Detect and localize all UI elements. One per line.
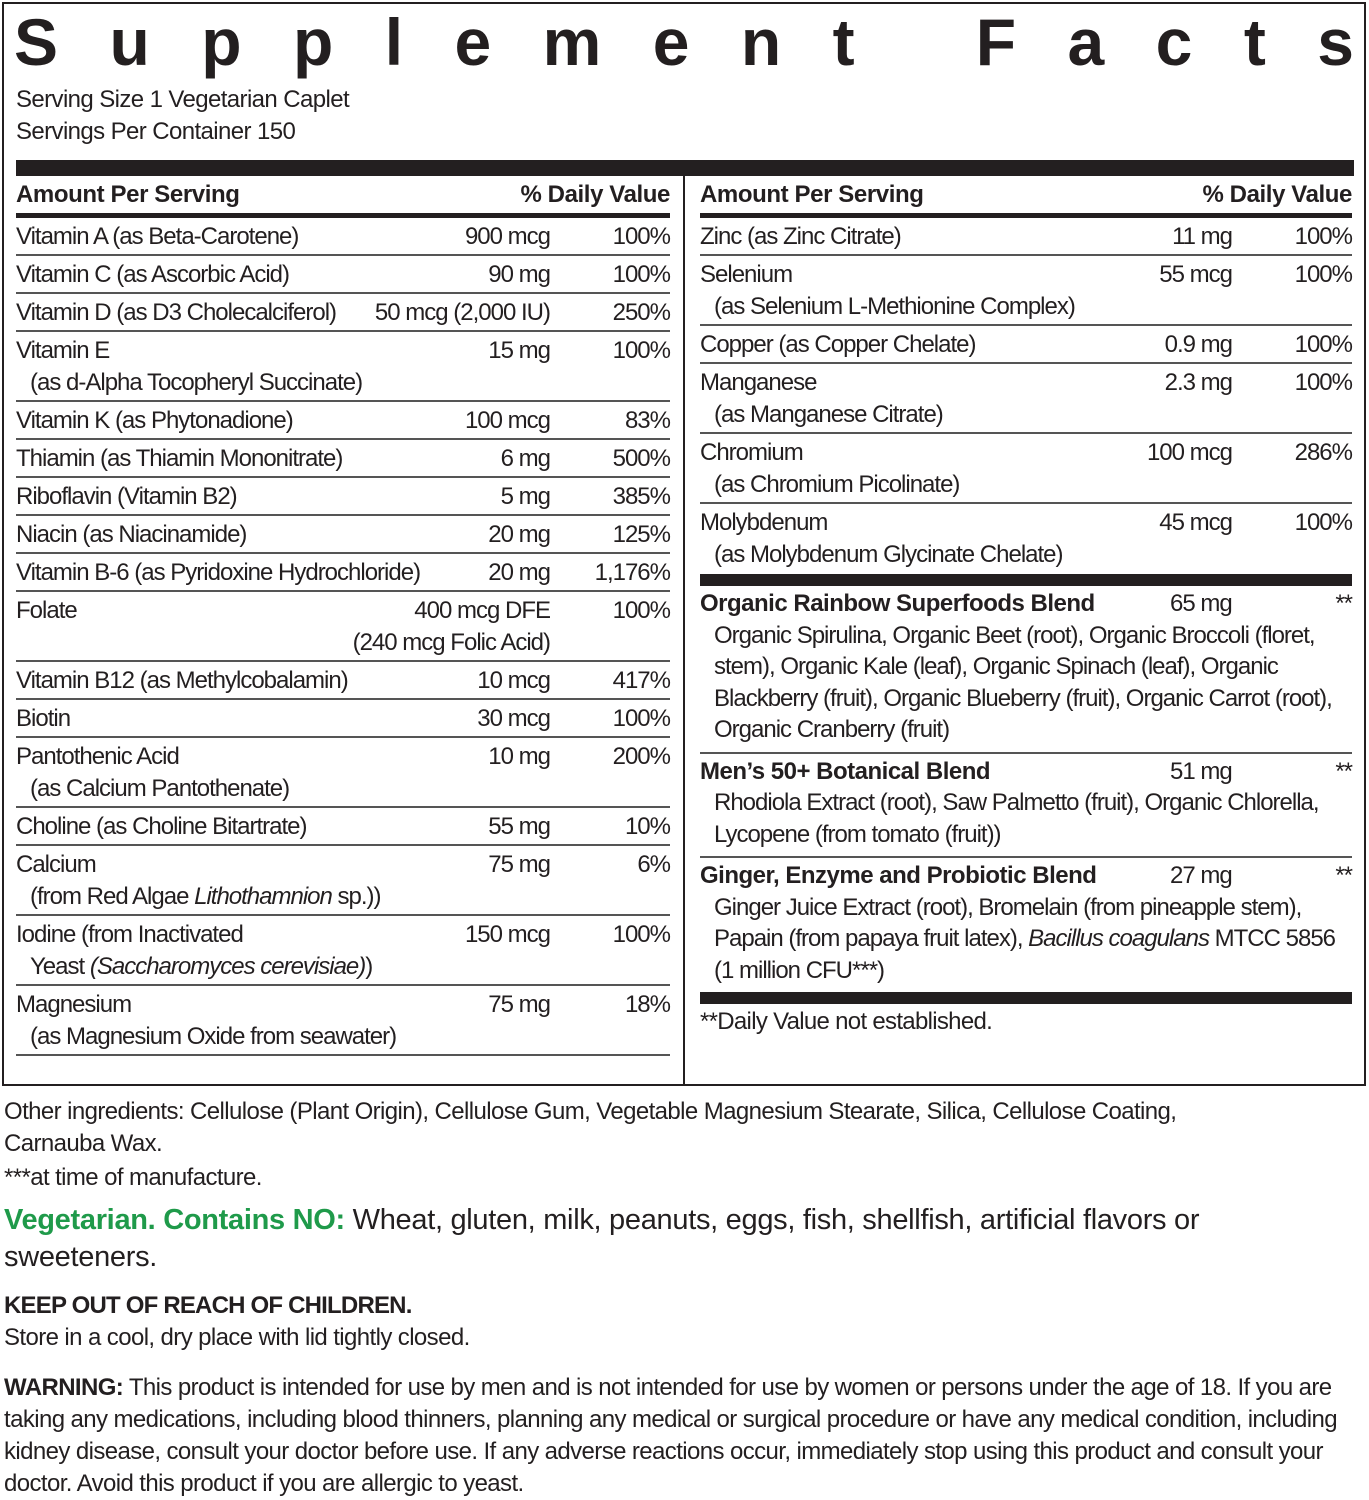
blend-name: Men’s 50+ Botanical Blend [700,757,991,785]
blend-list [700,586,1352,992]
nutrient-amount [984,329,1233,362]
nutrient-label: Vitamin K (as Phytonadione) [16,407,293,434]
amount-value: 100 mcg [464,407,550,434]
nutrient-row [700,218,1352,256]
right-column [700,176,1352,1036]
left-nutrient-list [16,218,670,1056]
allergen-statement [4,1202,1324,1276]
blend-amount: 51 mg [1170,757,1232,785]
blend-ingredients: Rhodiola Extract (root), Saw Palmetto (fruit), Organic Chlorella, Lycopene (from tomato (fruit)) [714,789,1319,848]
blend-dv: ** [1335,590,1352,617]
nutrient-name [700,221,901,254]
nutrient-amount [297,741,550,806]
allergen-label: Vegetarian. Contains NO: [4,1204,345,1236]
nutrient-label: Copper (as Copper Chelate) [700,331,976,358]
nutrient-dv: 10% [624,813,670,840]
nutrient-amount [1083,259,1232,324]
nutrient-label: Choline (as Choline Bitartrate) [16,813,307,840]
nutrient-label: Vitamin E [16,337,110,364]
nutrient-label: Thiamin (as Thiamin Mononitrate) [16,445,343,472]
servings-per-container: Servings Per Container 150 [16,118,296,145]
blend-amount: 27 mg [1170,862,1232,889]
amount-value: 0.9 mg [1164,331,1232,358]
nutrient-label: Calcium [16,851,96,878]
nutrient-label: Selenium [700,261,793,288]
title-letter: t [832,5,855,79]
nutrient-row [700,326,1352,364]
nutrient-dv: 250% [612,299,670,326]
storage-instructions: Store in a cool, dry place with lid tightly closed. [4,1324,470,1351]
title-letter: e [652,5,690,79]
nutrient-dv: 83% [624,407,670,434]
dv-note: **Daily Value not established. [700,1008,993,1035]
amount-value: 10 mcg [477,667,550,694]
nutrient-row [700,256,1352,326]
amount-detail: (240 mcg Folic Acid) [352,629,550,656]
nutrient-row [700,434,1352,504]
amount-value: 5 mg [500,483,550,510]
nutrient-label: Niacin (as Niacinamide) [16,521,247,548]
ingredient-text: MTCC 5856 (1 million CFU***) [714,925,1336,984]
right-nutrient-list [700,218,1352,574]
title-letter: u [109,5,150,79]
nutrient-dv: 100% [612,705,670,732]
blend-amount: 65 mg [1170,590,1232,617]
nutrient-name [700,329,976,362]
nutrient-dv: 100% [612,921,670,948]
nutrient-dv: 100% [612,223,670,250]
title-letter [906,4,924,80]
other-ingredients: Other ingredients: Cellulose (Plant Origin), Cellulose Gum, Vegetable Magnesium Stearate, Silica, Cellulose Coating, Carnauba Wax. [4,1098,1177,1157]
nutrient-source: (as Magnesium Oxide from seawater) [30,1023,397,1050]
nutrient-name [700,507,1063,574]
title-letter: t [1243,5,1266,79]
nutrient-row [16,846,670,916]
nutrient-amount [370,335,550,400]
warning-statement [4,1372,1366,1500]
title-letter: p [292,5,334,79]
nutrient-row [16,662,670,700]
nutrient-row [16,916,670,986]
nutrient-name [16,259,289,292]
amount-value: 10 mg [488,743,550,770]
probiotic-species: Bacillus coagulans [1028,925,1209,952]
nutrient-label: Riboflavin (Vitamin B2) [16,483,237,510]
source-text: Yeast [30,953,90,980]
amount-value: 55 mcg [1159,261,1232,288]
nutrient-label: Molybdenum [700,509,828,536]
nutrient-label: Vitamin B12 (as Methylcobalamin) [16,667,348,694]
blend-dv: ** [1335,757,1352,785]
ingredient-text: Ginger Juice Extract (root), Bromelain (from pineapple stem), Papain (from papaya fruit latex), [714,893,1302,952]
nutrient-amount [951,367,1232,432]
blend-header [700,588,1352,620]
left-column [16,176,670,1056]
nutrient-name [700,437,959,502]
left-header [16,176,670,218]
nutrient-name [16,849,381,914]
nutrient-dv: 417% [612,667,670,694]
nutrient-label: Pantothenic Acid [16,743,179,770]
amount-header: Amount Per Serving [16,180,240,208]
thick-divider [700,992,1352,1004]
amount-value: 75 mg [488,991,550,1018]
panel-title [14,4,1354,80]
title-letter: n [740,5,782,79]
nutrient-row [700,504,1352,574]
nutrient-label: Vitamin B-6 (as Pyridoxine Hydrochloride) [16,559,421,586]
nutrient-amount [301,405,550,438]
nutrient-row [16,738,670,808]
nutrient-dv: 6% [637,851,670,878]
nutrient-dv: 100% [612,337,670,364]
nutrient-name [16,919,372,984]
nutrient-dv: 200% [612,743,670,770]
nutrient-name [16,557,420,590]
nutrient-dv: 100% [1294,331,1352,358]
dv-header: % Daily Value [1202,180,1352,208]
warning-text: This product is intended for use by men and is not intended for use by women or persons under the age of 18. If you are taking any medications, including blood thinners, planning any medical or surgical procedure or have any medical condition, including kidney disease, consult your doctor before use. If any adverse reactions occur, immediately stop using this product and consult your doctor. Avoid this product if you are allergic to yeast. [4,1374,1338,1497]
blend-ingredients: Organic Spirulina, Organic Beet (root), Organic Broccoli (floret, stem), Organic Kale (leaf), Organic Spinach (leaf), Organic Blackberry (fruit), Organic Blueberry (fruit), Organic Carrot (root), Organic Cranberry (fruit) [714,621,1332,743]
nutrient-row [16,554,670,592]
nutrient-amount [245,481,550,514]
amount-value: 30 mcg [477,705,550,732]
blend-name: Organic Rainbow Superfoods Blend [700,590,1095,617]
blend-name: Ginger, Enzyme and Probiotic Blend [700,862,1097,889]
title-letter: F [975,5,1017,79]
amount-value: 55 mg [488,813,550,840]
blend-header [700,860,1352,892]
nutrient-name [700,259,1075,324]
nutrient-source: (as Molybdenum Glycinate Chelate) [714,541,1063,568]
nutrient-name [16,519,246,552]
thick-divider [700,574,1352,586]
nutrient-source: (as d-Alpha Tocopheryl Succinate) [30,369,363,396]
nutrient-name [16,405,293,438]
nutrient-name [16,665,348,698]
nutrient-name [16,741,289,806]
nutrient-label: Folate [16,597,77,624]
nutrient-label: Biotin [16,705,71,732]
nutrient-dv: 100% [612,261,670,288]
source-species: Lithothamnion [194,883,332,910]
amount-value: 2.3 mg [1164,369,1232,396]
nutrient-label: Zinc (as Zinc Citrate) [700,223,901,250]
nutrient-row [16,592,670,662]
nutrient-name [16,335,362,400]
amount-value: 400 mcg DFE [414,597,550,624]
nutrient-amount [389,849,550,914]
nutrient-label: Vitamin C (as Ascorbic Acid) [16,261,289,288]
nutrient-dv: 100% [1294,261,1352,288]
thick-divider [16,160,1354,176]
nutrient-dv: 286% [1294,439,1352,466]
keep-out-warning: KEEP OUT OF REACH OF CHILDREN. [4,1292,412,1319]
nutrient-dv: 100% [612,597,670,624]
blend-dv: ** [1335,862,1352,889]
nutrient-row [16,402,670,440]
nutrient-name [16,595,77,660]
amount-value: 20 mg [488,521,550,548]
nutrient-dv: 385% [612,483,670,510]
nutrient-label: Manganese [700,369,817,396]
blend-row [700,754,1352,859]
nutrient-amount [306,221,550,254]
nutrient-name [700,367,943,432]
nutrient-amount [967,437,1232,502]
source-text: sp.)) [331,883,381,910]
nutrient-amount [78,703,550,736]
blend-row [700,858,1352,992]
warning-label: WARNING: [4,1374,124,1401]
nutrient-dv: 18% [624,991,670,1018]
nutrient-name [16,221,298,254]
blend-row [700,586,1352,754]
allergen-text: Wheat, gluten, milk, peanuts, eggs, fish, shellfish, artificial flavors or sweeteners. [4,1204,1200,1273]
amount-value: 100 mcg [1146,439,1232,466]
title-letter: c [1155,5,1193,79]
serving-size: Serving Size 1 Vegetarian Caplet [16,86,350,113]
title-letter: a [1067,5,1105,79]
nutrient-amount [1071,507,1232,574]
nutrient-dv: 1,176% [594,559,670,586]
amount-value: 20 mg [488,559,550,586]
nutrient-source: (as Chromium Picolinate) [714,471,960,498]
title-letter: s [1317,5,1354,79]
title-letter: S [14,5,59,79]
nutrient-dv: 100% [1294,223,1352,250]
amount-value: 150 mcg [464,921,550,948]
nutrient-dv: 100% [1294,509,1352,536]
nutrient-row [16,516,670,554]
amount-value: 900 mcg [464,223,550,250]
amount-value: 11 mg [1172,223,1232,250]
source-text: ) [365,953,373,980]
nutrient-source [16,881,381,913]
nutrient-source: (as Manganese Citrate) [714,401,943,428]
nutrient-amount [297,259,550,292]
nutrient-row [16,218,670,256]
source-species: (Saccharomyces cerevisiae) [89,953,366,980]
nutrient-name [16,481,237,514]
nutrient-label: Magnesium [16,991,132,1018]
title-letter: p [201,5,242,79]
title-letter: l [384,5,404,79]
amount-value: 6 mg [500,445,550,472]
nutrient-amount [404,989,550,1054]
nutrient-row [16,440,670,478]
nutrient-source: (as Calcium Pantothenate) [30,775,290,802]
nutrient-dv: 125% [612,521,670,548]
nutrient-name [16,811,306,844]
nutrient-amount [344,297,550,330]
amount-value: 90 mg [488,261,550,288]
nutrient-row [16,700,670,738]
amount-header: Amount Per Serving [700,180,924,208]
blend-header [700,756,1352,788]
nutrient-amount [428,557,550,590]
column-divider [683,176,685,1084]
nutrient-name [16,703,70,736]
title-letter: m [542,5,602,79]
nutrient-amount [380,919,550,984]
nutrient-name [16,443,342,476]
nutrient-row [16,256,670,294]
nutrient-label: Iodine (from Inactivated [16,921,243,948]
nutrient-label: Chromium [700,439,803,466]
nutrient-amount [356,665,550,698]
nutrient-source [16,951,372,983]
nutrient-amount [254,519,550,552]
nutrient-name [16,989,396,1054]
nutrient-amount [909,221,1232,254]
nutrient-row [16,478,670,516]
right-header [700,176,1352,218]
manufacture-note: ***at time of manufacture. [4,1164,262,1191]
nutrient-dv: 500% [612,445,670,472]
amount-value: 45 mcg [1159,509,1232,536]
nutrient-row [16,986,670,1056]
blend-ingredients [700,892,1352,987]
amount-value: 75 mg [488,851,550,878]
dv-header: % Daily Value [520,180,670,208]
nutrient-source: (as Selenium L-Methionine Complex) [714,293,1075,320]
nutrient-row [16,808,670,846]
nutrient-name [16,297,336,330]
source-text: (from Red Algae [30,883,195,910]
nutrient-row [16,332,670,402]
nutrient-amount [350,443,550,476]
nutrient-row [16,294,670,332]
nutrient-label: Vitamin D (as D3 Cholecalciferol) [16,299,337,326]
nutrient-dv: 100% [1294,369,1352,396]
nutrient-row [700,364,1352,434]
amount-value: 50 mcg (2,000 IU) [374,299,550,326]
amount-value: 15 mg [488,337,550,364]
nutrient-amount [314,811,550,844]
title-letter: e [454,5,492,79]
nutrient-amount [85,595,550,660]
nutrient-label: Vitamin A (as Beta-Carotene) [16,223,299,250]
